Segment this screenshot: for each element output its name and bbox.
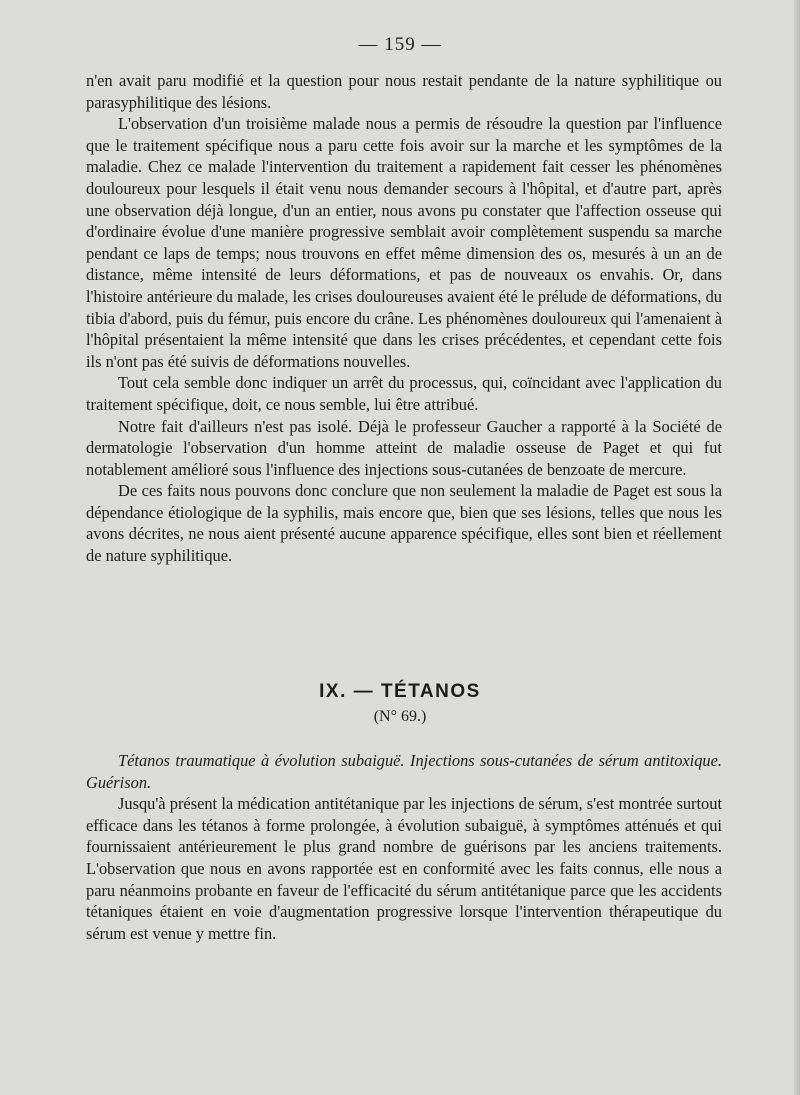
page-number: — 159 — (358, 34, 442, 55)
paragraph-gaucher: Notre fait d'ailleurs n'est pas isolé. Déjà le professeur Gaucher a rapporté à la Société de dermatologie l'observation d'un homme atteint de maladie osseuse de Paget et qui fut notablement amélioré sous l'influence des injections sous-cutanées de benzoate de mercure. (86, 416, 722, 479)
scan-edge-shadow (794, 0, 800, 1095)
paragraph-conclusion: De ces faits nous pouvons donc conclure que non seulement la maladie de Paget est sous la dépendance étiologique de la syphilis, mais encore que, bien que ses lésions, telles que nous les avons décrites, ne nous aient présenté aucune apparence spécifique, elles sont bien et réellement de nature syphilitique. (86, 481, 722, 566)
section-heading: IX. — TÉTANOS (319, 681, 481, 702)
paragraph-process-arrest: Tout cela semble donc indiquer un arrêt du processus, qui, coïncidant avec l'application du traitement spécifique, doit, ce nous semble, lui être attribué. (86, 373, 722, 414)
body-text-top (86, 70, 722, 567)
paragraph-third-patient: L'observation d'un troisième malade nous a permis de résoudre la question par l'influence que le traitement spécifique nous a paru cette fois avoir sur la marche et les symptômes de la maladie. Chez ce malade l'intervention du traitement a rapidement fait cesser les phénomènes douloureux pour lesquels il était venu nous demander secours à l'hôpital, et d'autre part, après une observation déjà longue, d'un an entier, nous avons pu constater que l'affection osseuse qui d'ordinaire évolue d'une manière progressive semblait avoir complètement suspendu sa marche pendant ce laps de temps; nous trouvons en effet même dimension des os, mesurés à un an de distance, même intensité de leurs déformations, et pas de nouveaux os envahis. Or, dans l'histoire antérieure du malade, les crises douloureuses avaient été le prélude de déformations, du tibia d'abord, puis du fémur, puis encore du crâne. Les phénomènes douloureux qui l'amenaient à l'hôpital présentaient la même intensité que dans les crises précédentes, et cependant cette fois ils n'ont pas été suivis de déformations nouvelles. (86, 114, 722, 371)
paragraph-continuation: n'en avait paru modifié et la question pour nous restait pendante de la nature syphilitique ou parasyphilitique des lésions. (86, 71, 722, 112)
body-text-bottom (86, 750, 722, 944)
section-number: (N° 69.) (373, 708, 427, 725)
paragraph-tetanus: Jusqu'à présent la médication antitétanique par les injections de sérum, s'est montrée surtout efficace dans les tétanos à forme prolongée, à évolution subaiguë, à symptômes atténués et qui fournissaient antérieurement le plus grand nombre de guérisons par les anciens traitements. L'observation que nous en avons rapportée est en conformité avec les faits connus, elle nous a paru néanmoins probante en faveur de l'efficacité du sérum antitétanique parce que les accidents tétaniques étaient en voie d'augmentation progressive lorsque l'intervention thérapeutique du sérum est venue y mettre fin. (86, 794, 722, 943)
case-title: Tétanos traumatique à évolution subaiguë. Injections sous-cutanées de sérum antitoxique. Guérison. (86, 751, 722, 792)
